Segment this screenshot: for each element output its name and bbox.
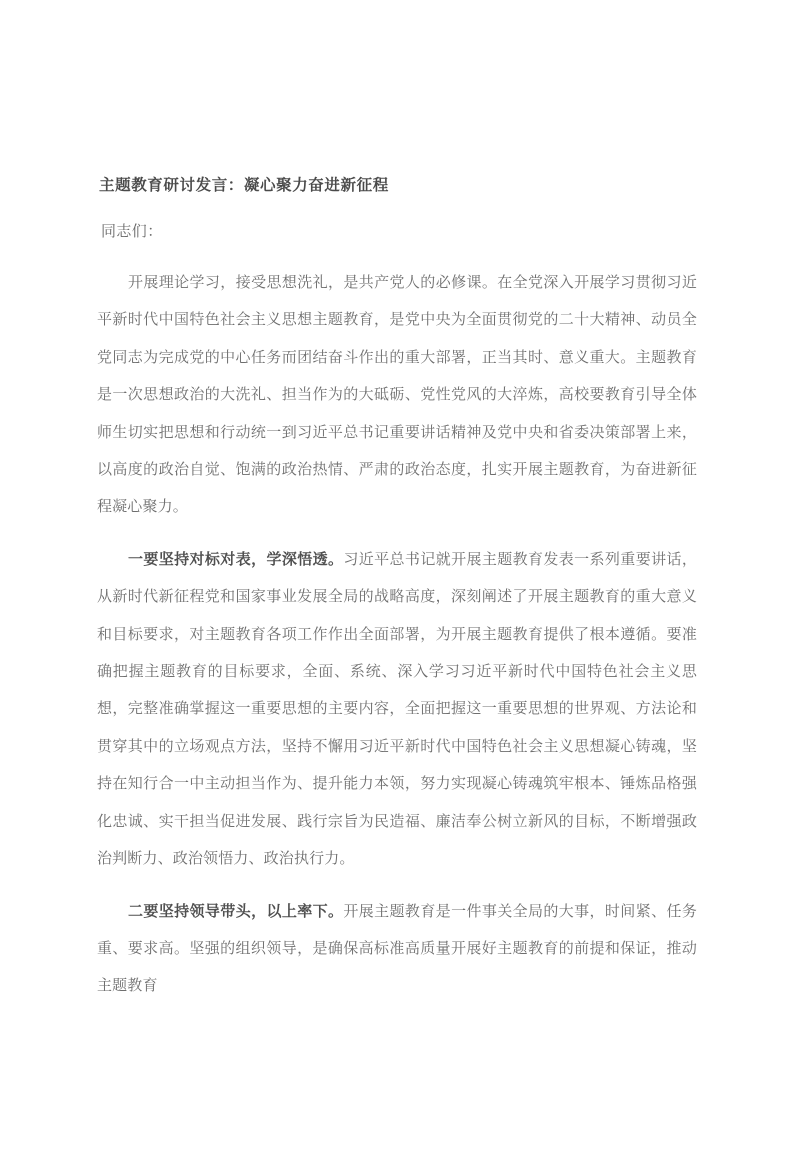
salutation-line: 同志们： bbox=[101, 222, 163, 240]
paragraph-point-one-lead: 一要坚持对标对表，学深悟透。 bbox=[128, 549, 344, 568]
document-title: 主题教育研讨发言：凝心聚力奋进新征程 bbox=[99, 175, 389, 194]
paragraph-intro bbox=[97, 264, 697, 526]
paragraph-intro-body: 开展理论学习，接受思想洗礼，是共产党人的必修课。在全党深入开展学习贯彻习近平新时代中国特色社会主义思想主题教育，是党中央为全面贯彻党的二十大精神、动员全党同志为完成党的中心任务而团结奋斗作出的重大部署，正当其时、意义重大。主题教育是一次思想政治的大洗礼、担当作为的大砥砺、党性党风的大淬炼，高校要教育引导全体师生切实把思想和行动统一到习近平总书记重要讲话精神及党中央和省委决策部署上来，以高度的政治自觉、饱满的政治热情、严肃的政治态度，扎实开展主题教育，为奋进新征程凝心聚力。 bbox=[97, 273, 697, 516]
document-body bbox=[97, 172, 697, 1165]
paragraph-point-one-body: 习近平总书记就开展主题教育发表一系列重要讲话，从新时代新征程党和国家事业发展全局的战略高度，深刻阐述了开展主题教育的重大意义和目标要求，对主题教育各项工作作出全面部署，为开展主题教育提供了根本遵循。要准确把握主题教育的目标要求，全面、系统、深入学习习近平新时代中国特色社会主义思想，完整准确掌握这一重要思想的主要内容，全面把握这一重要思想的世界观、方法论和贯穿其中的立场观点方法，坚持不懈用习近平新时代中国特色社会主义思想凝心铸魂，坚持在知行合一中主动担当作为、提升能力本领，努力实现凝心铸魂筑牢根本、锤炼品格强化忠诚、实干担当促进发展、践行宗旨为民造福、廉洁奉公树立新风的目标，不断增强政治判断力、政治领悟力、政治执行力。 bbox=[97, 549, 697, 868]
paragraph-point-two-body: 开展主题教育是一件事关全局的大事，时间紧、任务重、要求高。坚强的组织领导，是确保高标准高质量开展好主题教育的前提和保证，推动主题教育 bbox=[97, 901, 697, 995]
paragraph-point-two-lead: 二要坚持领导带头，以上率下。 bbox=[128, 901, 344, 920]
page-bottom-spacer bbox=[97, 1005, 697, 1165]
paragraph-point-one bbox=[97, 541, 697, 878]
paragraph-point-two bbox=[97, 893, 697, 1005]
